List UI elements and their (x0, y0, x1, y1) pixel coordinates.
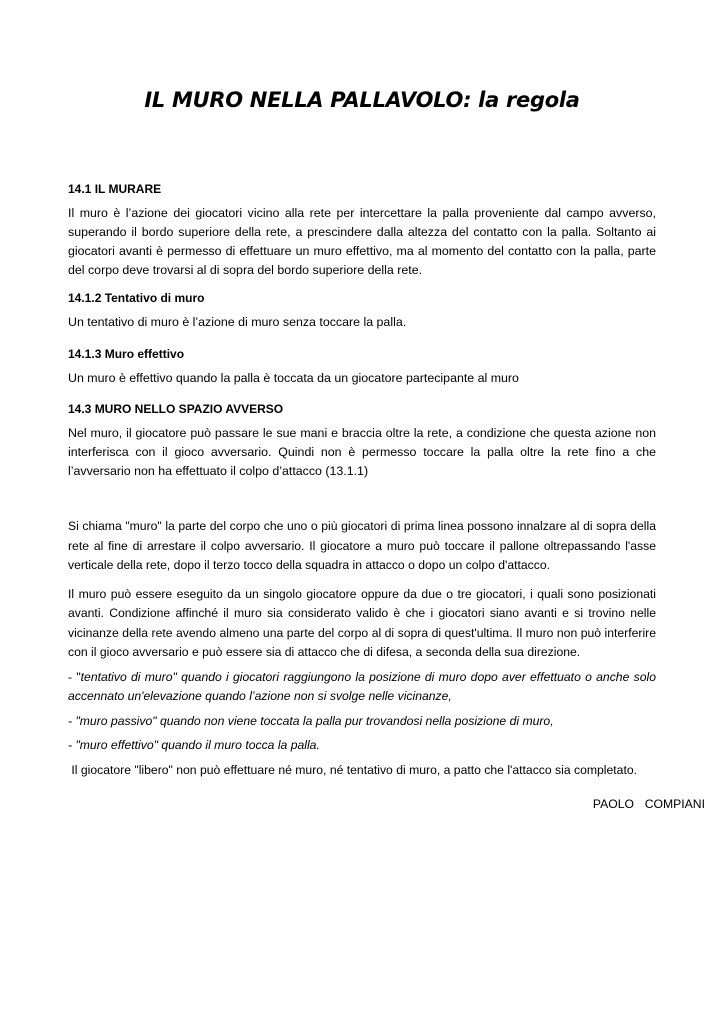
section-heading: 14.3 MURO NELLO SPAZIO AVVERSO (68, 402, 284, 416)
bullet-text: tentativo di muro" quando i giocatori raggiungono la posizione di muro dopo aver effettuato o anche solo accennato un'elevazione quando l’azione non si svolge nelle vicinanze, (68, 669, 656, 703)
section-text: Nel muro, il giocatore può passare le sue mani e braccia oltre la rete, a condizione che questa azione non interferisca con il gioco avversario. Quindi non è permesso toccare la palla oltre la rete fino a che l’avversario non ha effettuato il colpo d’attacco (13.1.1) (68, 426, 656, 478)
section-heading: 14.1.3 Muro effettivo (68, 347, 185, 361)
section-text: Un muro è effettivo quando la palla è toccata da un giocatore partecipante al muro (68, 371, 519, 385)
section-heading: 14.1.2 Tentativo di muro (68, 291, 205, 305)
note-paragraph: Il giocatore "libero" non può effettuare né muro, né tentativo di muro, a patto che l'attacco sia completato. (68, 762, 638, 777)
notes-block (68, 517, 656, 780)
section-text: Il muro è l’azione dei giocatori vicino alla rete per intercettare la palla proveniente dal campo avverso, superando il bordo superiore della rete, a prescindere dalla altezza del contatto con la palla. Soltanto ai giocatori avanti è permesso di effettuare un muro effettivo, ma al momento del contatto con la palla, parte del corpo deve trovarsi al di sopra del bordo superiore della rete. (68, 206, 656, 277)
section-heading: 14.1 IL MURARE (68, 182, 162, 196)
note-paragraph: Il muro può essere eseguito da un singolo giocatore oppure da due o tre giocatori, i quali sono posizionati avanti. Condizione affinché il muro sia considerato valido è che i giocatori siano avanti e si trovino nelle vicinanze della rete avendo almeno una parte del corpo al di sopra di quest'ultima. Il muro non può interferire con il gioco avversario e può essere sia di attacco che di difesa, a seconda della sua direzione. (68, 586, 656, 659)
note-bullet (68, 668, 656, 707)
document-title: IL MURO NELLA PALLAVOLO: la regola (144, 88, 580, 112)
section-text: Un tentativo di muro è l’azione di muro senza toccare la palla. (68, 315, 407, 329)
section-14-1 (68, 182, 656, 280)
section-14-1-2 (68, 291, 656, 332)
section-14-1-3 (68, 347, 656, 388)
bullet-prefix: - " (68, 669, 81, 684)
section-14-3 (68, 402, 656, 481)
note-bullet: - "muro effettivo" quando il muro tocca la palla. (68, 738, 320, 752)
author-signature: PAOLO COMPIANI (592, 797, 705, 811)
note-bullet: - "muro passivo" quando non viene toccata la palla pur trovandosi nella posizione di muro, (68, 713, 554, 728)
note-paragraph: Si chiama "muro" la parte del corpo che uno o più giocatori di prima linea possono innalzare al di sopra della rete al fine di arrestare il colpo avversario. Il giocatore a muro può toccare il pallone oltrepassando l'asse verticale della rete, dopo il terzo tocco della squadra in attacco o dopo un colpo d'attacco. (68, 519, 656, 572)
